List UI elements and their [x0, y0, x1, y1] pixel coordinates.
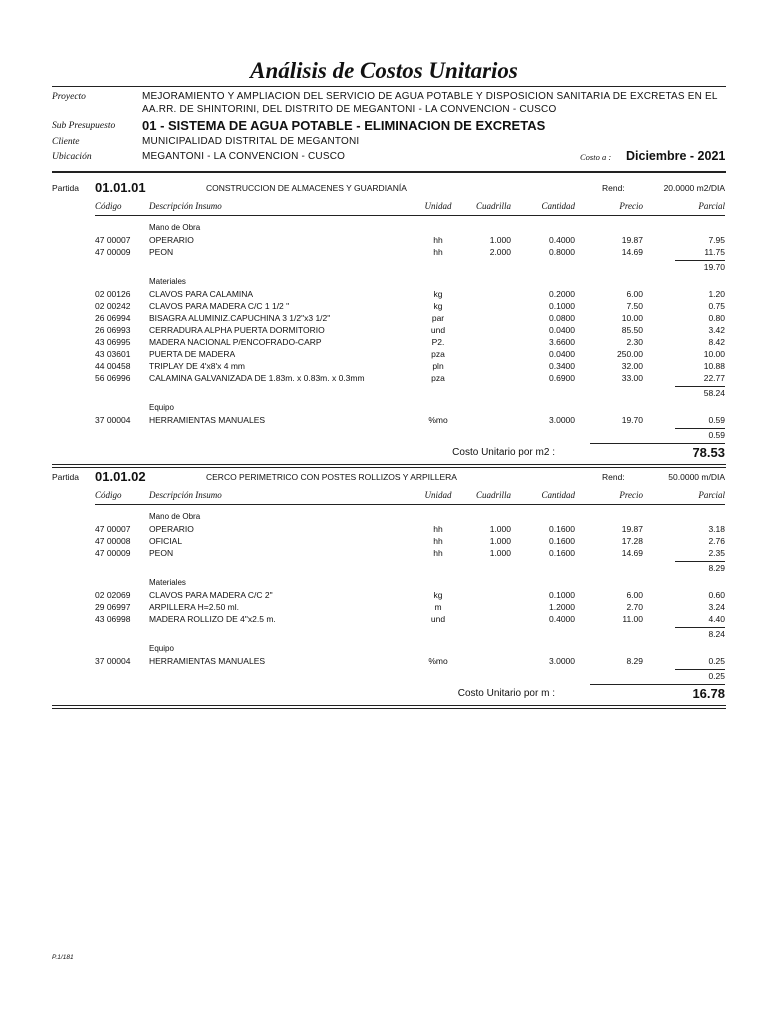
insumo-description: PEON: [149, 548, 174, 558]
column-header-cuadrilla: Cuadrilla: [475, 201, 511, 211]
insumo-cantidad: 0.8000: [549, 247, 575, 257]
costo-value: Diciembre - 2021: [626, 149, 726, 163]
partida-label: Partida: [52, 472, 79, 482]
insumo-description: ARPILLERA H=2.50 ml.: [149, 602, 240, 612]
insumo-description: TRIPLAY DE 4'x8'x 4 mm: [149, 361, 245, 371]
partida-end-rule: [52, 464, 726, 465]
proyecto-label: Proyecto: [52, 92, 86, 102]
insumo-cantidad: 0.1600: [549, 548, 575, 558]
insumo-description: OPERARIO: [149, 235, 194, 245]
insumo-unit: kg: [433, 301, 443, 311]
insumo-code: 37 00004: [95, 415, 131, 425]
insumo-cantidad: 0.0800: [549, 313, 575, 323]
insumo-precio: 6.00: [626, 590, 643, 600]
insumo-parcial: 7.95: [708, 235, 725, 245]
insumo-parcial: 10.88: [703, 361, 725, 371]
partida-description: CONSTRUCCION DE ALMACENES Y GUARDIANÍA: [206, 183, 407, 193]
total-label: Costo Unitario por m2 :: [452, 447, 555, 458]
insumo-cantidad: 0.1600: [549, 524, 575, 534]
partida-label: Partida: [52, 183, 79, 193]
insumo-cuadrilla: 2.000: [489, 247, 511, 257]
insumo-cantidad: 0.0400: [549, 325, 575, 335]
column-header-unidad: Unidad: [424, 490, 452, 500]
insumo-parcial: 3.18: [708, 524, 725, 534]
column-header-precio: Precio: [619, 490, 643, 500]
insumo-precio: 19.70: [621, 415, 643, 425]
insumo-cantidad: 0.4000: [549, 235, 575, 245]
rend-label: Rend:: [602, 183, 625, 193]
insumo-description: MADERA ROLLIZO DE 4"x2.5 m.: [149, 614, 276, 624]
insumo-code: 02 02069: [95, 590, 131, 600]
insumo-precio: 32.00: [621, 361, 643, 371]
cliente-label: Cliente: [52, 137, 80, 147]
insumo-parcial: 1.20: [708, 289, 725, 299]
column-header-cantidad: Cantidad: [541, 201, 575, 211]
column-header-cuadrilla: Cuadrilla: [475, 490, 511, 500]
insumo-precio: 11.00: [622, 614, 643, 624]
partida-code: 01.01.01: [95, 180, 146, 195]
insumo-description: CALAMINA GALVANIZADA DE 1.83m. x 0.83m. x 0.3mm: [149, 373, 365, 383]
subtotal-rule: [675, 428, 725, 429]
column-header-cantidad: Cantidad: [541, 490, 575, 500]
insumo-cantidad: 3.0000: [549, 415, 575, 425]
insumo-code: 47 00007: [95, 524, 131, 534]
insumo-parcial: 10.00: [703, 349, 725, 359]
section-subtotal: 58.24: [703, 388, 725, 398]
section-title: Mano de Obra: [149, 512, 201, 521]
column-header-rule: [95, 215, 725, 216]
insumo-parcial: 11.75: [704, 247, 725, 257]
insumo-description: PUERTA DE MADERA: [149, 349, 236, 359]
column-header-unidad: Unidad: [424, 201, 452, 211]
insumo-unit: par: [431, 313, 445, 323]
insumo-precio: 6.00: [626, 289, 643, 299]
document-title: Análisis de Costos Unitarios: [250, 58, 518, 83]
insumo-code: 44 00458: [95, 361, 131, 371]
insumo-code: 26 06993: [95, 325, 131, 335]
section-subtotal: 0.59: [708, 430, 725, 440]
partida-code: 01.01.02: [95, 469, 146, 484]
column-header-precio: Precio: [619, 201, 643, 211]
insumo-precio: 250.00: [617, 349, 643, 359]
column-header-codigo: Código: [95, 201, 122, 211]
insumo-code: 37 00004: [95, 656, 131, 666]
insumo-description: MADERA NACIONAL P/ENCOFRADO-CARP: [149, 337, 322, 347]
insumo-code: 43 06998: [95, 614, 131, 624]
insumo-precio: 2.70: [626, 602, 643, 612]
proyecto-line-1: MEJORAMIENTO Y AMPLIACION DEL SERVICIO DE AGUA POTABLE Y DISPOSICION SANITARIA DE EXCRETAS EN EL: [142, 91, 718, 102]
insumo-code: 29 06997: [95, 602, 131, 612]
insumo-parcial: 0.80: [708, 313, 725, 323]
insumo-description: HERRAMIENTAS MANUALES: [149, 656, 266, 666]
rend-value: 50.0000 m/DIA: [668, 472, 725, 482]
insumo-precio: 2.30: [626, 337, 643, 347]
insumo-parcial: 0.75: [708, 301, 725, 311]
insumo-code: 02 00126: [95, 289, 131, 299]
insumo-description: OFICIAL: [149, 536, 183, 546]
insumo-cantidad: 3.0000: [549, 656, 575, 666]
section-subtotal: 8.29: [708, 563, 725, 573]
insumo-unit: m: [434, 602, 442, 612]
insumo-parcial: 0.25: [708, 656, 725, 666]
section-subtotal: 0.25: [708, 671, 725, 681]
insumo-code: 47 00007: [95, 235, 131, 245]
proyecto-line-2: AA.RR. DE SHINTORINI, DEL DISTRITO DE MEGANTONI - LA CONVENCION - CUSCO: [142, 104, 557, 115]
insumo-cantidad: 0.2000: [549, 289, 575, 299]
header-rule: [52, 171, 726, 173]
insumo-unit: %mo: [428, 415, 448, 425]
column-header-rule: [95, 504, 725, 505]
costo-label: Costo a :: [580, 152, 612, 162]
section-title: Equipo: [149, 644, 174, 653]
insumo-unit: und: [430, 325, 446, 335]
insumo-precio: 7.50: [626, 301, 643, 311]
insumo-parcial: 3.42: [708, 325, 725, 335]
insumo-cantidad: 3.6600: [549, 337, 575, 347]
partida-description: CERCO PERIMETRICO CON POSTES ROLLIZOS Y ARPILLERA: [206, 472, 457, 482]
section-subtotal: 19.70: [703, 262, 725, 272]
total-rule: [590, 684, 725, 685]
column-header-descripcion: Descripción Insumo: [149, 490, 222, 500]
insumo-unit: kg: [433, 289, 443, 299]
insumo-parcial: 4.40: [708, 614, 725, 624]
insumo-cuadrilla: 1.000: [489, 536, 511, 546]
insumo-unit: pza: [431, 373, 445, 383]
insumo-unit: hh: [433, 247, 443, 257]
insumo-cantidad: 1.2000: [549, 602, 575, 612]
insumo-precio: 14.69: [621, 247, 643, 257]
column-header-parcial: Parcial: [698, 201, 725, 211]
insumo-code: 56 06996: [95, 373, 131, 383]
insumo-cantidad: 0.0400: [549, 349, 575, 359]
insumo-precio: 14.69: [621, 548, 643, 558]
insumo-unit: P2.: [431, 337, 445, 347]
subpresupuesto-value: 01 - SISTEMA DE AGUA POTABLE - ELIMINACION DE EXCRETAS: [142, 118, 546, 133]
rend-value: 20.0000 m2/DIA: [663, 183, 725, 193]
column-header-parcial: Parcial: [698, 490, 725, 500]
insumo-unit: hh: [433, 235, 443, 245]
insumo-precio: 33.00: [621, 373, 643, 383]
column-header-codigo: Código: [95, 490, 122, 500]
insumo-description: CLAVOS PARA MADERA C/C 1 1/2 ": [149, 301, 290, 311]
insumo-unit: pln: [432, 361, 444, 371]
insumo-description: OPERARIO: [149, 524, 194, 534]
insumo-unit: hh: [433, 548, 443, 558]
total-rule: [590, 443, 725, 444]
insumo-parcial: 2.76: [708, 536, 725, 546]
subpresupuesto-label: Sub Presupuesto: [52, 121, 116, 131]
insumo-cuadrilla: 1.000: [489, 235, 511, 245]
partida-end-rule-2: [52, 708, 726, 709]
insumo-description: BISAGRA ALUMINIZ.CAPUCHINA 3 1/2"x3 1/2": [149, 313, 331, 323]
section-title: Equipo: [149, 403, 174, 412]
partida-end-rule-2: [52, 467, 726, 468]
insumo-precio: 8.29: [626, 656, 643, 666]
insumo-code: 47 00009: [95, 548, 131, 558]
insumo-unit: %mo: [428, 656, 448, 666]
insumo-code: 47 00009: [95, 247, 131, 257]
insumo-description: HERRAMIENTAS MANUALES: [149, 415, 266, 425]
subtotal-rule: [675, 561, 725, 562]
insumo-cuadrilla: 1.000: [489, 548, 511, 558]
insumo-cantidad: 0.1600: [549, 536, 575, 546]
insumo-code: 26 06994: [95, 313, 131, 323]
insumo-cantidad: 0.1000: [549, 301, 575, 311]
insumo-cantidad: 0.4000: [549, 614, 575, 624]
insumo-unit: und: [430, 614, 446, 624]
insumo-precio: 85.50: [621, 325, 643, 335]
ubicacion-value: MEGANTONI - LA CONVENCION - CUSCO: [142, 151, 346, 162]
insumo-parcial: 0.59: [708, 415, 725, 425]
insumo-description: CLAVOS PARA MADERA C/C 2": [149, 590, 273, 600]
section-title: Materiales: [149, 277, 186, 286]
column-header-descripcion: Descripción Insumo: [149, 201, 222, 211]
insumo-unit: pza: [431, 349, 445, 359]
insumo-code: 02 00242: [95, 301, 131, 311]
section-subtotal: 8.24: [708, 629, 725, 639]
total-value: 78.53: [692, 445, 725, 460]
section-title: Mano de Obra: [149, 223, 201, 232]
total-label: Costo Unitario por m :: [457, 688, 555, 699]
insumo-description: CERRADURA ALPHA PUERTA DORMITORIO: [149, 325, 325, 335]
insumo-cantidad: 0.3400: [549, 361, 575, 371]
insumo-precio: 19.87: [621, 524, 643, 534]
insumo-parcial: 3.24: [708, 602, 725, 612]
insumo-code: 43 03601: [95, 349, 131, 359]
insumo-cuadrilla: 1.000: [489, 524, 511, 534]
insumo-precio: 19.87: [621, 235, 643, 245]
subtotal-rule: [675, 627, 725, 628]
insumo-unit: hh: [433, 524, 443, 534]
insumo-cantidad: 0.1000: [549, 590, 575, 600]
subtotal-rule: [675, 669, 725, 670]
insumo-parcial: 22.77: [703, 373, 725, 383]
insumo-description: CLAVOS PARA CALAMINA: [149, 289, 254, 299]
ubicacion-label: Ubicación: [52, 152, 92, 162]
total-value: 16.78: [692, 686, 725, 701]
cliente-value: MUNICIPALIDAD DISTRITAL DE MEGANTONI: [142, 136, 360, 147]
insumo-parcial: 8.42: [708, 337, 725, 347]
insumo-parcial: 2.35: [708, 548, 725, 558]
rend-label: Rend:: [602, 472, 625, 482]
insumo-unit: kg: [433, 590, 443, 600]
section-title: Materiales: [149, 578, 186, 587]
insumo-parcial: 0.60: [708, 590, 725, 600]
insumo-code: 47 00008: [95, 536, 131, 546]
insumo-precio: 10.00: [621, 313, 643, 323]
insumo-code: 43 06995: [95, 337, 131, 347]
partida-end-rule: [52, 705, 726, 706]
subtotal-rule: [675, 260, 725, 261]
title-rule: [52, 86, 726, 87]
insumo-cantidad: 0.6900: [549, 373, 575, 383]
subtotal-rule: [675, 386, 725, 387]
insumo-description: PEON: [149, 247, 174, 257]
insumo-precio: 17.28: [621, 536, 643, 546]
page-number: P.1/181: [52, 954, 74, 961]
insumo-unit: hh: [433, 536, 443, 546]
